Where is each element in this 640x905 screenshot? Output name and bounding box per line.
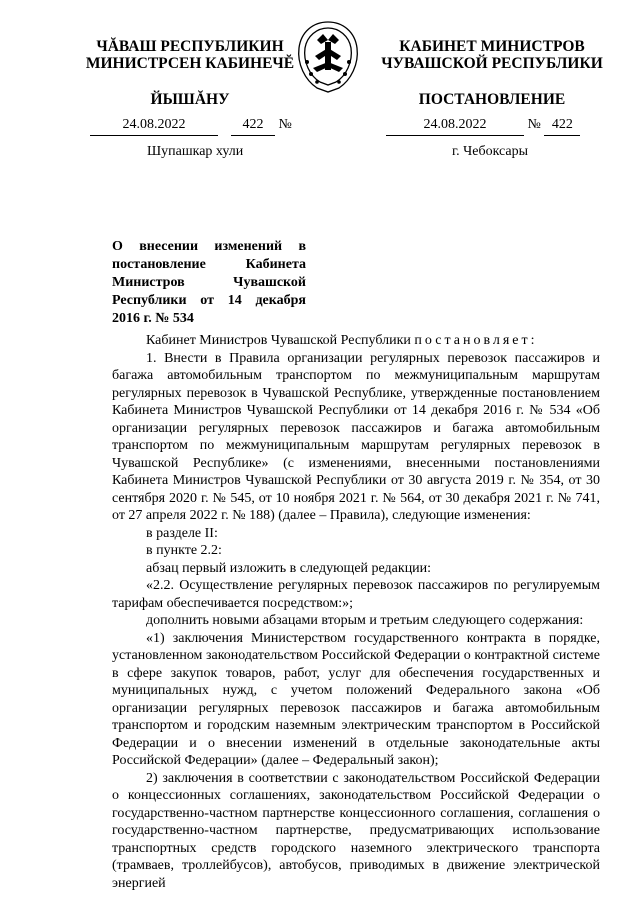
document-body — [112, 332, 600, 892]
header-right — [368, 38, 616, 108]
coat-of-arms-icon — [293, 18, 363, 94]
header-right-line2: ЧУВАШСКОЙ РЕСПУБЛИКИ — [381, 55, 603, 72]
header-left-line2: МИНИСТРСЕН КАБИНЕЧĔ — [85, 55, 295, 72]
paragraph: в пункте 2.2: — [146, 543, 222, 558]
paragraph: «1) заключения Министерством государственного контракта в порядке, установленном законодательством Российской Федерации о контрактной системе в сфере закупок товаров, работ, услуг для обеспечения государственных и муниципальных нужд, с учетом положений Федерального закона «Об организации регулярных перевозок пассажиров и багажа автомобильным транспортом и городским наземным электрическим транспортом в Российской Федерации и о внесении изменений в отдельные законодательные акты Российской Федерации» (далее – Федеральный закон); — [112, 630, 600, 768]
date-left: 24.08.2022 — [90, 116, 218, 136]
paragraph: абзац первый изложить в следующей редакции: — [146, 560, 432, 576]
number-sign-right: № — [527, 117, 541, 132]
intro-paragraph — [112, 332, 600, 350]
paragraph: в разделе II: — [146, 525, 218, 541]
document-title: О внесении изменений в постановление Кабинета Министров Чувашской Республики от 14 декабря 2016 г. № 534 — [112, 239, 306, 326]
header-right-line1: КАБИНЕТ МИНИСТРОВ — [399, 38, 585, 55]
number-left: 422 — [231, 116, 275, 136]
header-left — [60, 38, 320, 108]
paragraph: дополнить новыми абзацами вторым и третьим следующего содержания: — [146, 613, 584, 628]
paragraph: «2.2. Осуществление регулярных перевозок пассажиров по регулируемым тарифам обеспечивается посредством:»; — [112, 578, 600, 611]
header-left-kind: ЙЫШĂНУ — [150, 91, 230, 108]
paragraph: 2) заключения в соответствии с законодательством Российской Федерации о концессионных соглашениях, законодательством Российской Федерации о государственно-частном партнерстве концессионного соглашения, соглашения о государственно-частном партнерстве, предусматривающих использование транспортных средств городского наземного электрического транспорта (трамваев, троллейбусов), автобусов, приводимых в движение электрической энергией — [112, 770, 600, 891]
header-right-kind: ПОСТАНОВЛЕНИЕ — [418, 91, 566, 108]
paragraph: 1. Внести в Правила организации регулярных перевозок пассажиров и багажа автомобильным транспортом по межмуниципальным маршрутам регулярных перевозок в Чувашской Республике, утвержденные постановлением Кабинета Министров Чувашской Республики от 14 декабря 2016 г. № 534 «Об организации регулярных перевозок пассажиров и багажа автомобильным транспортом по межмуниципальным маршрутам регулярных перевозок в Чувашской Республике» (с изменениями, внесенными постановлениями Кабинета Министров Чувашской Республики от 30 августа 2019 г. № 354, от 30 сентября 2020 г. № 545, от 10 ноября 2021 г. № 564, от 30 декабря 2021 г. № 741, от 27 апреля 2022 г. № 188) (далее – Правила), следующие изменения: — [112, 350, 600, 523]
intro-verb: постановляет: — [414, 333, 538, 348]
place-right: г. Чебоксары — [452, 144, 529, 159]
header-left-line1: ЧĂВАШ РЕСПУБЛИКИН — [96, 38, 284, 55]
intro-subject: Кабинет Министров Чувашской Республики — [146, 333, 411, 348]
place-left: Шупашкар хули — [147, 144, 244, 159]
number-sign-left: № — [278, 117, 292, 132]
date-right: 24.08.2022 — [386, 116, 524, 136]
number-line-left — [90, 116, 292, 136]
number-right: 422 — [544, 116, 580, 136]
number-line-right — [386, 116, 580, 136]
